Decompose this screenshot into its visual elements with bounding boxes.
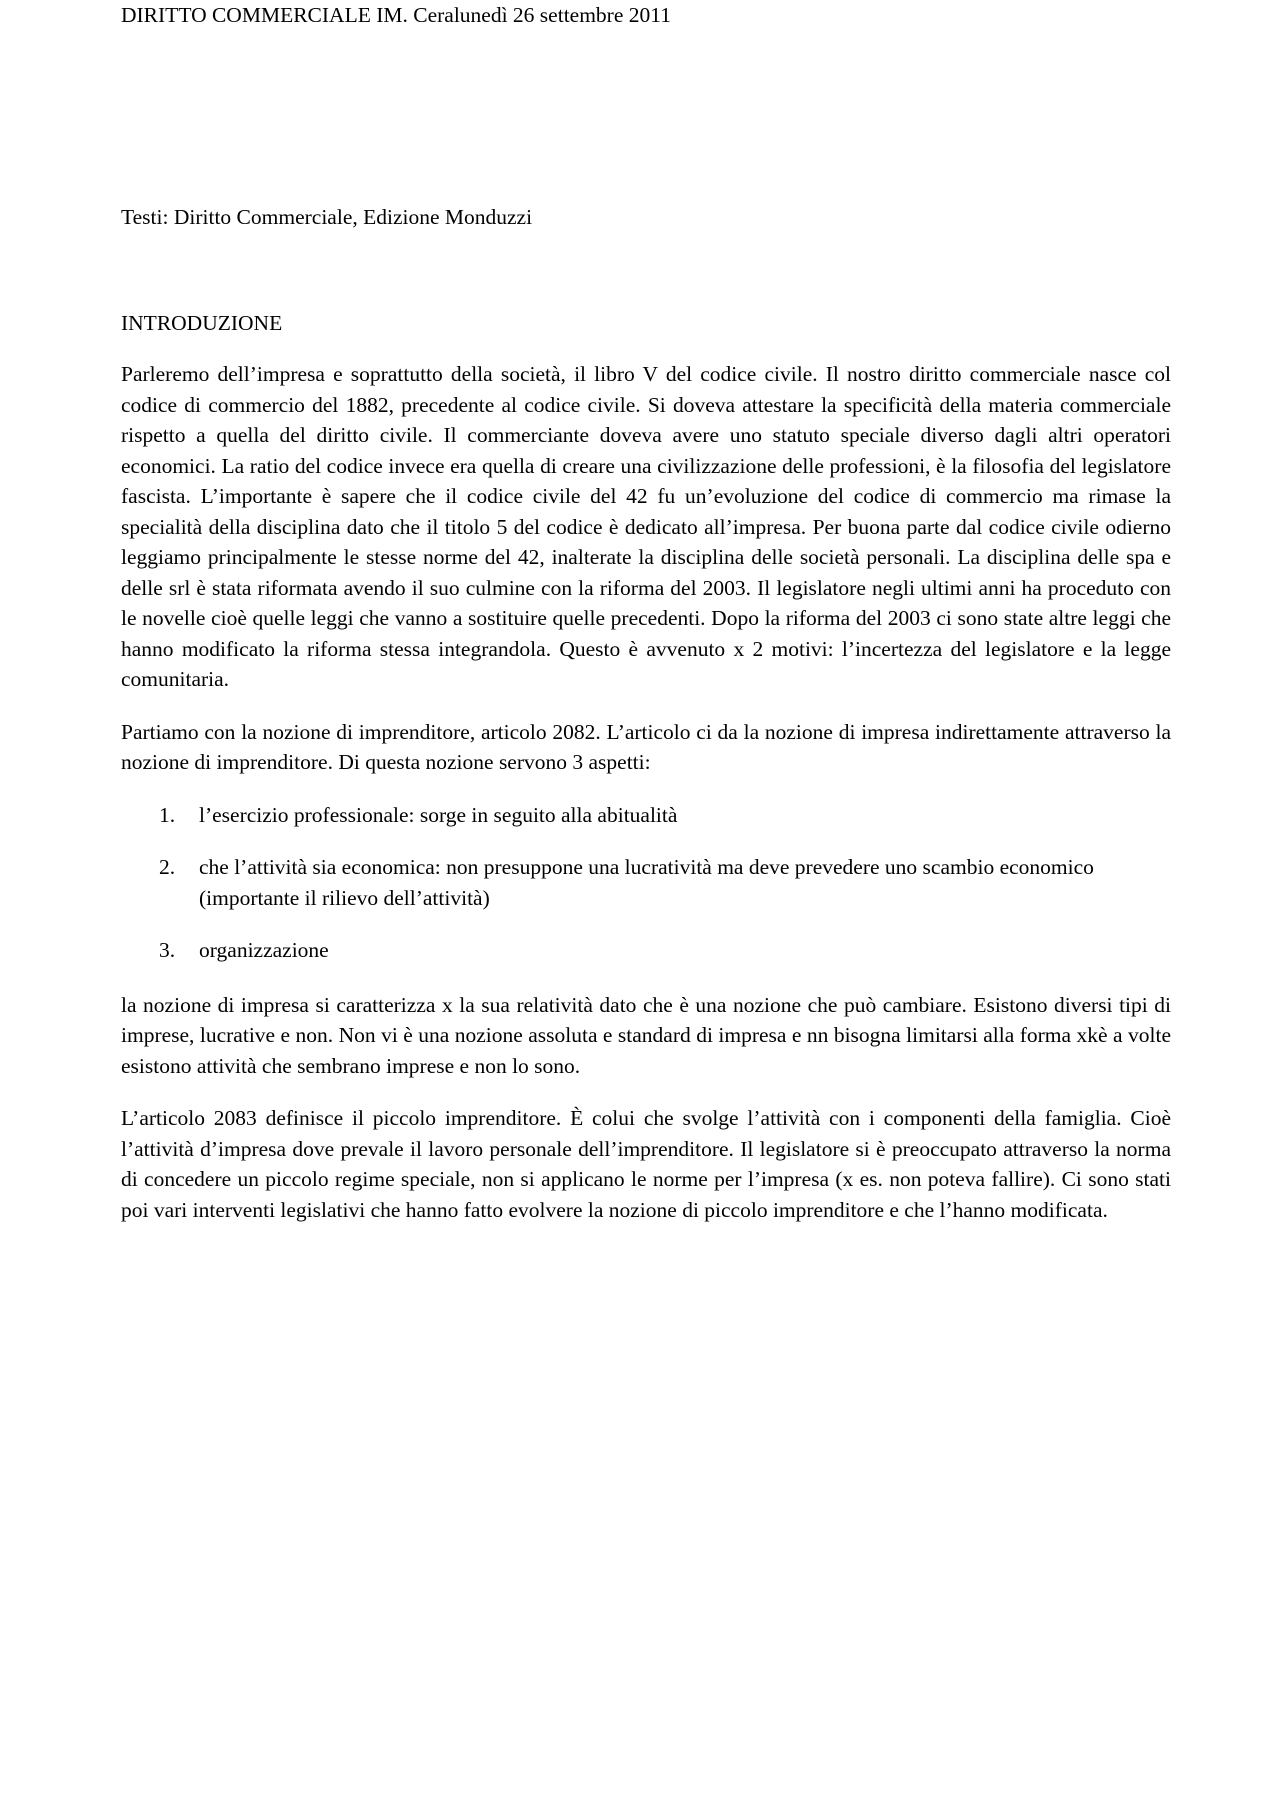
texts-reference: Testi: Diritto Commerciale, Edizione Monduzzi — [121, 205, 533, 229]
paragraph-nozione: Partiamo con la nozione di imprenditore, articolo 2082. L’articolo ci da la nozione di impresa indirettamente attraverso la nozione di imprenditore. Di questa nozione servono 3 aspetti: — [121, 719, 1171, 774]
list-item-text: che l’attività sia economica: non presuppone una lucratività ma deve prevedere uno scambio economico (importante il rilievo dell’attività) — [199, 855, 1094, 910]
paragraph-intro: Parleremo dell’impresa e soprattutto della società, il libro V del codice civile. Il nostro diritto commerciale nasce col codice di commercio del 1882, precedente al codice civile. Si doveva attestare la specificità della materia commerciale rispetto a quella del diritto civile. Il commerciante doveva avere uno statuto speciale diverso dagli altri operatori economici. La ratio del codice invece era quella di creare una civilizzazione delle professioni, è la filosofia del legislatore fascista. L’importante è sapere che il codice civile del 42 fu un’evoluzione del codice di commercio ma rimase la specialità della disciplina dato che il titolo 5 del codice è dedicato all’impresa. Per buona parte dal codice civile odierno leggiamo principalmente le stesse norme del 42, inalterate la disciplina delle società personali. La disciplina delle spa e delle srl è stata riformata avendo il suo culmine con la riforma del 2003. Il legislatore negli ultimi anni ha proceduto con le novelle cioè quelle leggi che vanno a sostituire quelle precedenti. Dopo la riforma del 2003 ci sono state altre leggi che hanno modificato la riforma stessa integrandola. Questo è avvenuto x 2 motivi: l’incertezza del legislatore e la legge comunitaria. — [121, 362, 1171, 691]
section-title: INTRODUZIONE — [121, 311, 283, 335]
list-item-number: 2. — [159, 855, 176, 879]
document-header: DIRITTO COMMERCIALE IM. Ceralunedì 26 settembre 2011 — [121, 3, 671, 27]
list-item — [121, 935, 1171, 966]
list-item-text: organizzazione — [199, 938, 329, 962]
aspects-list — [121, 800, 1171, 966]
paragraph-relativita: la nozione di impresa si caratterizza x la sua relatività dato che è una nozione che può cambiare. Esistono diversi tipi di imprese, lucrative e non. Non vi è una nozione assoluta e standard di impresa e nn bisogna limitarsi alla forma xkè a volte esistono attività che sembrano imprese e non lo sono. — [121, 992, 1171, 1078]
list-item — [121, 800, 1171, 831]
document-body — [121, 359, 1171, 1247]
paragraph-piccolo-imprenditore: L’articolo 2083 definisce il piccolo imprenditore. È colui che svolge l’attività con i componenti della famiglia. Cioè l’attività d’impresa dove prevale il lavoro personale dell’imprenditore. Il legislatore si è preoccupato attraverso la norma di concedere un piccolo regime speciale, non si applicano le norme per l’impresa (x es. non poteva fallire). Ci sono stati poi vari interventi legislativi che hanno fatto evolvere la nozione di piccolo imprenditore e che l’hanno modificata. — [121, 1106, 1171, 1222]
list-item-text: l’esercizio professionale: sorge in seguito alla abitualità — [199, 802, 678, 827]
list-item-number: 3. — [159, 938, 176, 962]
list-item — [121, 852, 1171, 913]
list-item-number: 1. — [159, 802, 176, 827]
